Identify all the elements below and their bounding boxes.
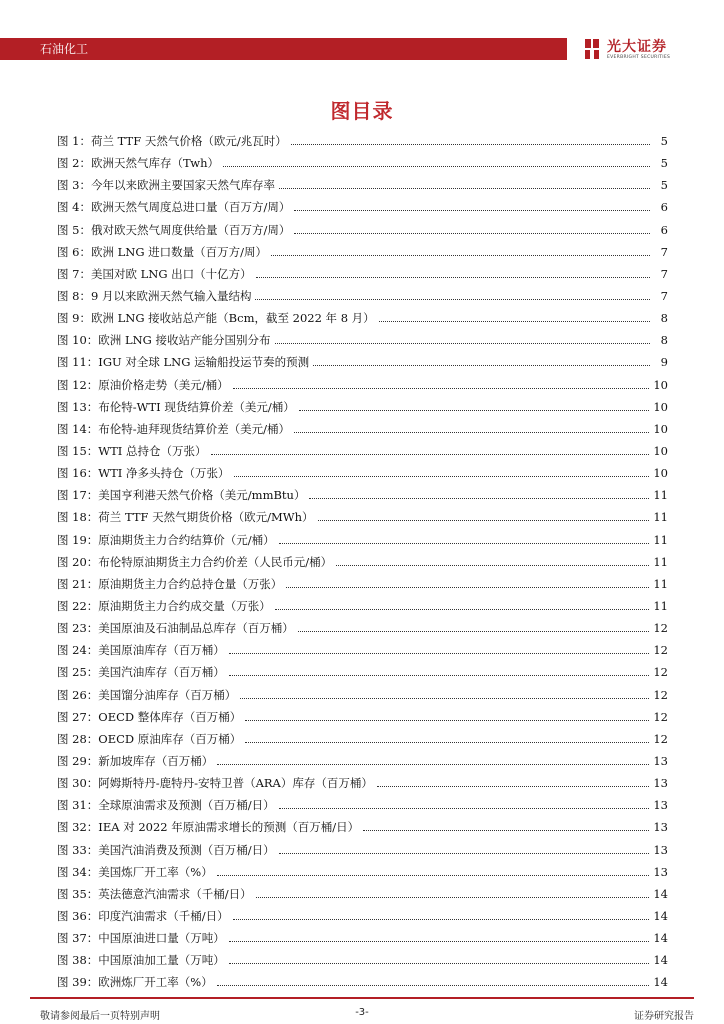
toc-entry[interactable] [57, 750, 668, 772]
toc-leader-dots [256, 276, 650, 278]
toc-entry-page: 12 [653, 665, 668, 680]
toc-entry-title: 欧洲 LNG 接收站总产能（Bcm，截至 2022 年 8 月） [90, 311, 375, 326]
toc-entry[interactable] [57, 484, 668, 506]
toc-entry-label: 图 33： [57, 842, 99, 857]
toc-entry-page: 10 [653, 421, 668, 436]
toc-entry-page: 13 [653, 798, 668, 813]
toc-entry-title: 今年以来欧洲主要国家天然气库存率 [90, 178, 275, 193]
toc-entry[interactable] [57, 130, 668, 152]
toc-entry-label: 图 32： [57, 820, 99, 835]
toc-entry-title: 全球原油需求及预测（百万桶/日） [98, 798, 275, 813]
toc-leader-dots [229, 962, 650, 964]
toc-entry-label: 图 26： [57, 687, 99, 702]
toc-entry[interactable] [57, 639, 668, 661]
toc-entry[interactable] [57, 971, 668, 993]
toc-entry-page: 14 [653, 931, 668, 946]
toc-entry[interactable] [57, 595, 668, 617]
toc-entry[interactable] [57, 418, 668, 440]
toc-entry-label: 图 6： [57, 244, 91, 259]
toc-leader-dots [298, 630, 650, 632]
toc-leader-dots [217, 874, 650, 876]
toc-entry-label: 图 7： [57, 266, 91, 281]
toc-leader-dots [245, 741, 649, 743]
toc-entry-title: 原油期货主力合约成交量（万张） [98, 599, 271, 614]
toc-entry[interactable] [57, 174, 668, 196]
toc-entry-title: 印度汽油需求（千桶/日） [98, 908, 229, 923]
toc-entry-title: OECD 整体库存（百万桶） [98, 709, 242, 724]
toc-entry-page: 10 [653, 399, 668, 414]
toc-leader-dots [217, 984, 650, 986]
toc-entry[interactable] [57, 839, 668, 861]
toc-leader-dots [291, 143, 650, 145]
toc-leader-dots [318, 519, 650, 521]
toc-leader-dots [240, 697, 649, 699]
toc-entry-label: 图 39： [57, 975, 99, 990]
toc-entry-title: 布伦特-迪拜现货结算价差（美元/桶） [98, 421, 291, 436]
toc-entry[interactable] [57, 573, 668, 595]
toc-leader-dots [275, 342, 651, 344]
toc-entry-label: 图 22： [57, 599, 99, 614]
toc-entry-title: 美国馏分油库存（百万桶） [98, 687, 237, 702]
figure-list [57, 130, 668, 993]
toc-entry-title: WTI 总持仓（万张） [98, 444, 207, 459]
toc-leader-dots [363, 829, 649, 831]
toc-entry-label: 图 27： [57, 709, 99, 724]
toc-leader-dots [379, 320, 650, 322]
toc-entry[interactable] [57, 529, 668, 551]
toc-entry[interactable] [57, 927, 668, 949]
toc-leader-dots [286, 586, 649, 588]
toc-entry[interactable] [57, 263, 668, 285]
toc-entry-page: 11 [653, 576, 668, 591]
toc-leader-dots [233, 387, 650, 389]
toc-entry-page: 13 [653, 776, 668, 791]
toc-entry-page: 12 [653, 709, 668, 724]
toc-entry[interactable] [57, 396, 668, 418]
toc-entry[interactable] [57, 706, 668, 728]
toc-leader-dots [294, 431, 649, 433]
toc-entry-title: 俄对欧天然气周度供给量（百万方/周） [90, 222, 291, 237]
toc-entry-page: 12 [653, 621, 668, 636]
toc-entry-title: 美国亨利港天然气价格（美元/mmBtu） [98, 488, 306, 503]
toc-entry-page: 6 [660, 222, 668, 237]
toc-entry-label: 图 2： [57, 156, 91, 171]
toc-leader-dots [294, 232, 650, 234]
toc-entry-page: 13 [653, 864, 668, 879]
toc-entry-label: 图 4： [57, 200, 91, 215]
toc-leader-dots [309, 497, 649, 499]
toc-entry-title: 欧洲 LNG 进口数量（百万方/周） [90, 244, 268, 259]
toc-leader-dots [255, 298, 650, 300]
toc-entry[interactable] [57, 728, 668, 750]
toc-entry-label: 图 37： [57, 931, 99, 946]
toc-entry-label: 图 19： [57, 532, 99, 547]
toc-entry-label: 图 23： [57, 621, 99, 636]
toc-entry-title: 英法德意汽油需求（千桶/日） [98, 886, 252, 901]
toc-entry-page: 14 [653, 908, 668, 923]
toc-entry-page: 12 [653, 643, 668, 658]
toc-entry-label: 图 9： [57, 311, 91, 326]
toc-entry-title: 美国对欧 LNG 出口（十亿方） [90, 266, 252, 281]
toc-entry[interactable] [57, 329, 668, 351]
toc-entry-title: 美国汽油消费及预测（百万桶/日） [98, 842, 275, 857]
toc-entry-title: 中国原油加工量（万吨） [98, 953, 225, 968]
toc-entry-label: 图 15： [57, 444, 99, 459]
toc-entry-title: 原油价格走势（美元/桶） [98, 377, 229, 392]
footer-divider [30, 997, 694, 999]
toc-leader-dots [229, 940, 650, 942]
toc-entry-title: 布伦特原油期货主力合约价差（人民币元/桶） [98, 554, 333, 569]
toc-entry[interactable] [57, 816, 668, 838]
toc-entry-page: 11 [653, 488, 668, 503]
toc-leader-dots [234, 475, 650, 477]
toc-entry[interactable] [57, 617, 668, 639]
toc-leader-dots [336, 564, 649, 566]
toc-entry-label: 图 1： [57, 134, 91, 149]
toc-entry-label: 图 10： [57, 333, 99, 348]
toc-entry-title: 荷兰 TTF 天然气期货价格（欧元/MWh） [98, 510, 314, 525]
toc-entry-title: 中国原油进口量（万吨） [98, 931, 225, 946]
toc-entry[interactable] [57, 152, 668, 174]
toc-entry-page: 10 [653, 377, 668, 392]
brand-mark-icon [583, 38, 601, 60]
footer-report-type: 证券研究报告 [634, 1011, 694, 1022]
toc-entry[interactable] [57, 196, 668, 218]
toc-entry-page: 10 [653, 466, 668, 481]
toc-entry[interactable] [57, 949, 668, 971]
toc-entry-page: 6 [660, 200, 668, 215]
toc-entry[interactable] [57, 661, 668, 683]
toc-entry-title: 欧洲天然气周度总进口量（百万方/周） [90, 200, 291, 215]
toc-entry[interactable] [57, 241, 668, 263]
toc-entry-title: 美国汽油库存（百万桶） [98, 665, 225, 680]
toc-leader-dots [211, 453, 650, 455]
toc-leader-dots [294, 209, 650, 211]
toc-leader-dots [313, 364, 650, 366]
toc-entry-label: 图 11： [57, 355, 99, 370]
toc-entry-label: 图 20： [57, 554, 99, 569]
toc-entry-page: 7 [660, 244, 668, 259]
brand-subtitle: EVERBRIGHT SECURITIES [607, 55, 671, 60]
toc-entry-page: 7 [660, 266, 668, 281]
brand-name: 光大证券 [607, 39, 667, 55]
toc-leader-dots [229, 652, 650, 654]
header-section-band [0, 38, 567, 60]
section-label: 石油化工 [40, 42, 89, 56]
toc-entry-label: 图 36： [57, 908, 99, 923]
toc-entry-page: 11 [653, 532, 668, 547]
toc-entry-title: 欧洲炼厂开工率（%） [98, 975, 213, 990]
toc-leader-dots [275, 608, 650, 610]
toc-entry-label: 图 38： [57, 953, 99, 968]
toc-entry[interactable] [57, 219, 668, 241]
toc-entry-title: 欧洲 LNG 接收站产能分国别分布 [98, 333, 271, 348]
toc-entry-title: 布伦特-WTI 现货结算价差（美元/桶） [98, 399, 295, 414]
toc-entry-label: 图 17： [57, 488, 99, 503]
toc-entry-label: 图 12： [57, 377, 99, 392]
toc-leader-dots [223, 165, 650, 167]
toc-entry-title: 原油期货主力合约结算价（元/桶） [98, 532, 275, 547]
page-number: -3- [355, 1007, 369, 1018]
toc-entry-label: 图 28： [57, 731, 99, 746]
toc-leader-dots [256, 896, 650, 898]
toc-entry-page: 13 [653, 754, 668, 768]
toc-entry[interactable] [57, 551, 668, 573]
toc-leader-dots [279, 852, 650, 854]
toc-entry[interactable] [57, 684, 668, 706]
toc-entry[interactable] [57, 374, 668, 396]
toc-entry-label: 图 18： [57, 510, 99, 525]
toc-entry-page: 11 [653, 599, 668, 614]
toc-entry-page: 14 [653, 975, 668, 990]
toc-entry[interactable] [57, 883, 668, 905]
toc-entry-label: 图 8： [57, 289, 91, 304]
toc-entry-page: 12 [653, 687, 668, 702]
toc-entry-label: 图 5： [57, 222, 91, 237]
toc-entry-label: 图 25： [57, 665, 99, 680]
toc-entry-label: 图 3： [57, 178, 91, 193]
toc-leader-dots [377, 785, 650, 787]
toc-entry-title: IGU 对全球 LNG 运输船投运节奏的预测 [98, 355, 310, 370]
toc-leader-dots [229, 674, 650, 676]
toc-entry-page: 9 [660, 355, 668, 370]
toc-entry[interactable] [57, 462, 668, 484]
toc-leader-dots [271, 254, 650, 256]
toc-entry-page: 14 [653, 953, 668, 968]
toc-entry-page: 5 [660, 134, 668, 149]
toc-entry[interactable] [57, 285, 668, 307]
toc-entry-title: WTI 净多头持仓（万张） [98, 466, 230, 481]
toc-entry-page: 5 [660, 156, 668, 171]
toc-leader-dots [279, 542, 650, 544]
toc-entry-title: 美国炼厂开工率（%） [98, 864, 213, 879]
toc-entry[interactable] [57, 772, 668, 794]
toc-entry-title: 原油期货主力合约总持仓量（万张） [98, 576, 283, 591]
toc-entry-label: 图 13： [57, 399, 99, 414]
toc-entry-title: OECD 原油库存（百万桶） [98, 731, 242, 746]
toc-leader-dots [217, 763, 649, 765]
page-title: 图目录 [330, 99, 394, 123]
toc-entry-label: 图 31： [57, 798, 99, 813]
toc-entry-label: 图 35： [57, 886, 99, 901]
toc-leader-dots [245, 719, 649, 721]
toc-entry-label: 图 30： [57, 776, 99, 791]
toc-entry-page: 5 [660, 178, 668, 193]
toc-entry-label: 图 24： [57, 643, 99, 658]
brand-logo [583, 36, 693, 64]
toc-entry-page: 8 [660, 311, 668, 326]
toc-entry-page: 11 [653, 510, 668, 525]
toc-entry-page: 13 [653, 842, 668, 857]
toc-entry-title: IEA 对 2022 年原油需求增长的预测（百万桶/日） [98, 820, 360, 835]
toc-entry-label: 图 14： [57, 421, 99, 436]
toc-entry[interactable] [57, 905, 668, 927]
toc-entry-label: 图 29： [57, 754, 99, 768]
toc-entry-page: 12 [653, 731, 668, 746]
toc-leader-dots [233, 918, 650, 920]
toc-entry[interactable] [57, 861, 668, 883]
toc-leader-dots [299, 409, 650, 411]
toc-entry-page: 13 [653, 820, 668, 835]
toc-entry-title: 新加坡库存（百万桶） [98, 754, 214, 768]
toc-entry-page: 7 [660, 289, 668, 304]
toc-leader-dots [279, 187, 650, 189]
toc-entry-label: 图 21： [57, 576, 99, 591]
toc-entry-title: 欧洲天然气库存（Twh） [90, 156, 219, 171]
toc-entry-title: 9 月以来欧洲天然气输入量结构 [90, 289, 252, 304]
toc-entry[interactable] [57, 440, 668, 462]
toc-entry-page: 8 [660, 333, 668, 348]
toc-leader-dots [279, 807, 650, 809]
toc-entry-title: 阿姆斯特丹-鹿特丹-安特卫普（ARA）库存（百万桶） [98, 776, 373, 791]
toc-entry-title: 美国原油及石油制品总库存（百万桶） [98, 621, 294, 636]
toc-entry[interactable] [57, 307, 668, 329]
toc-entry-label: 图 34： [57, 864, 99, 879]
toc-entry[interactable] [57, 506, 668, 528]
toc-entry-page: 10 [653, 444, 668, 459]
toc-entry-title: 荷兰 TTF 天然气价格（欧元/兆瓦时） [90, 134, 287, 149]
toc-entry-label: 图 16： [57, 466, 99, 481]
footer-disclaimer: 敬请参阅最后一页特别声明 [40, 1011, 160, 1022]
toc-entry-page: 14 [653, 886, 668, 901]
toc-entry[interactable] [57, 351, 668, 373]
toc-entry[interactable] [57, 794, 668, 816]
toc-entry-page: 11 [653, 554, 668, 569]
toc-entry-title: 美国原油库存（百万桶） [98, 643, 225, 658]
